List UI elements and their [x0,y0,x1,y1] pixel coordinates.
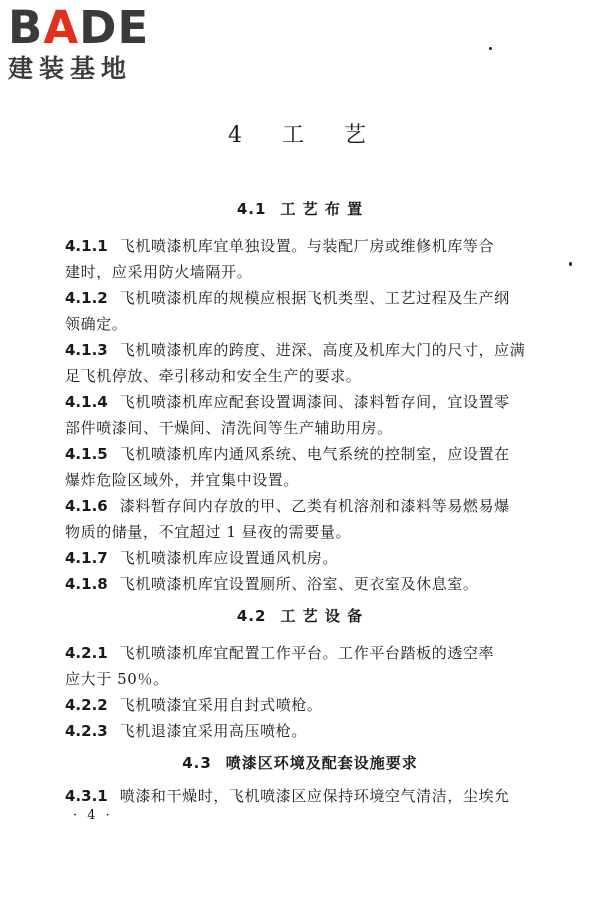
clause-text-line1: 飞机喷漆机库宜设置厕所、浴室、更衣室及休息室。 [119,575,479,593]
clause-4-1-2 [65,285,545,337]
clause-text-line2: 应大于 50％。 [65,670,169,688]
section-heading-4-3 [0,752,600,773]
clause-number: 4.1.7 [65,549,108,567]
clause-number: 4.1.4 [65,393,108,411]
clause-text-line1: 飞机喷漆机库应配套设置调漆间、漆料暂存间，宜设置零 [119,393,510,411]
scan-speck [569,262,572,266]
clause-number: 4.3.1 [65,787,108,805]
clause-text-line1: 飞机喷漆机库的跨度、进深、高度及机库大门的尺寸，应满 [119,341,526,359]
section-number: 4.2 [236,607,267,625]
section-heading-4-1 [0,198,600,219]
logo-letter-b: B [8,1,44,54]
section-number: 4.1 [236,200,267,218]
clause-text-line1: 飞机喷漆机库应设置通风机房。 [119,549,339,567]
clause-text-line2: 领确定。 [65,315,128,333]
clause-text-line1: 喷漆和干燥时，飞机喷漆区应保持环境空气清洁，尘埃允 [119,787,510,805]
clause-text-line1: 飞机喷漆机库宜单独设置。与装配厂房或维修机库等合 [119,237,495,255]
chapter-number: 4 [227,123,248,148]
clause-number: 4.1.5 [65,445,108,463]
section-title: 工 艺 布 置 [280,200,364,218]
clause-text-line1: 飞机喷漆机库内通风系统、电气系统的控制室，应设置在 [119,445,510,463]
clause-4-1-1 [65,233,545,285]
clause-4-2-2 [65,692,545,718]
clause-text-line1: 飞机喷漆宜采用自封式喷枪。 [119,696,323,714]
chapter-title-char-2: 艺 [344,123,373,148]
chapter-title-char-1: 工 [281,123,310,148]
section-title: 工 艺 设 备 [280,607,364,625]
clause-text-line2: 爆炸危险区域外，并宜集中设置。 [65,471,300,489]
clause-4-1-3 [65,337,545,389]
clause-text-line2: 建时，应采用防火墙隔开。 [65,263,253,281]
section-number: 4.3 [182,754,212,772]
clause-4-3-1 [65,783,545,809]
chapter-title [0,118,600,149]
clause-4-1-6 [65,493,545,545]
page-number: · 4 · [73,808,113,823]
logo-letter-a: A [43,1,80,54]
clause-text-line1: 飞机喷漆机库宜配置工作平台。工作平台踏板的透空率 [119,644,495,662]
clause-text-line2: 部件喷漆间、干燥间、清洗间等生产辅助用房。 [65,419,393,437]
logo-letters-de: DE [79,1,150,54]
clause-text-line1: 飞机退漆宜采用高压喷枪。 [119,722,307,740]
clause-4-2-1 [65,640,545,692]
clause-number: 4.1.6 [65,497,108,515]
clause-text-line2: 物质的储量，不宜超过 1 昼夜的需要量。 [65,523,352,541]
clause-number: 4.1.1 [65,237,108,255]
clause-4-2-3 [65,718,545,744]
clause-number: 4.2.3 [65,722,108,740]
clause-number: 4.2.2 [65,696,108,714]
scan-speck [489,47,492,50]
clause-text-line1: 飞机喷漆机库的规模应根据飞机类型、工艺过程及生产纲 [119,289,510,307]
clause-4-1-4 [65,389,545,441]
bade-logo [8,1,178,84]
clause-4-1-5 [65,441,545,493]
clause-text-line2: 足飞机停放、牵引移动和安全生产的要求。 [65,367,362,385]
clause-number: 4.2.1 [65,644,108,662]
clause-4-1-7 [65,545,545,571]
clause-number: 4.1.8 [65,575,108,593]
section-title: 喷漆区环境及配套设施要求 [225,754,418,772]
section-heading-4-2 [0,605,600,626]
clause-4-1-8 [65,571,545,597]
logo-wordmark [8,1,178,54]
clause-text-line1: 漆料暂存间内存放的甲、乙类有机溶剂和漆料等易燃易爆 [119,497,510,515]
clause-number: 4.1.2 [65,289,108,307]
logo-subtitle: 建装基地 [8,54,133,83]
clause-number: 4.1.3 [65,341,108,359]
